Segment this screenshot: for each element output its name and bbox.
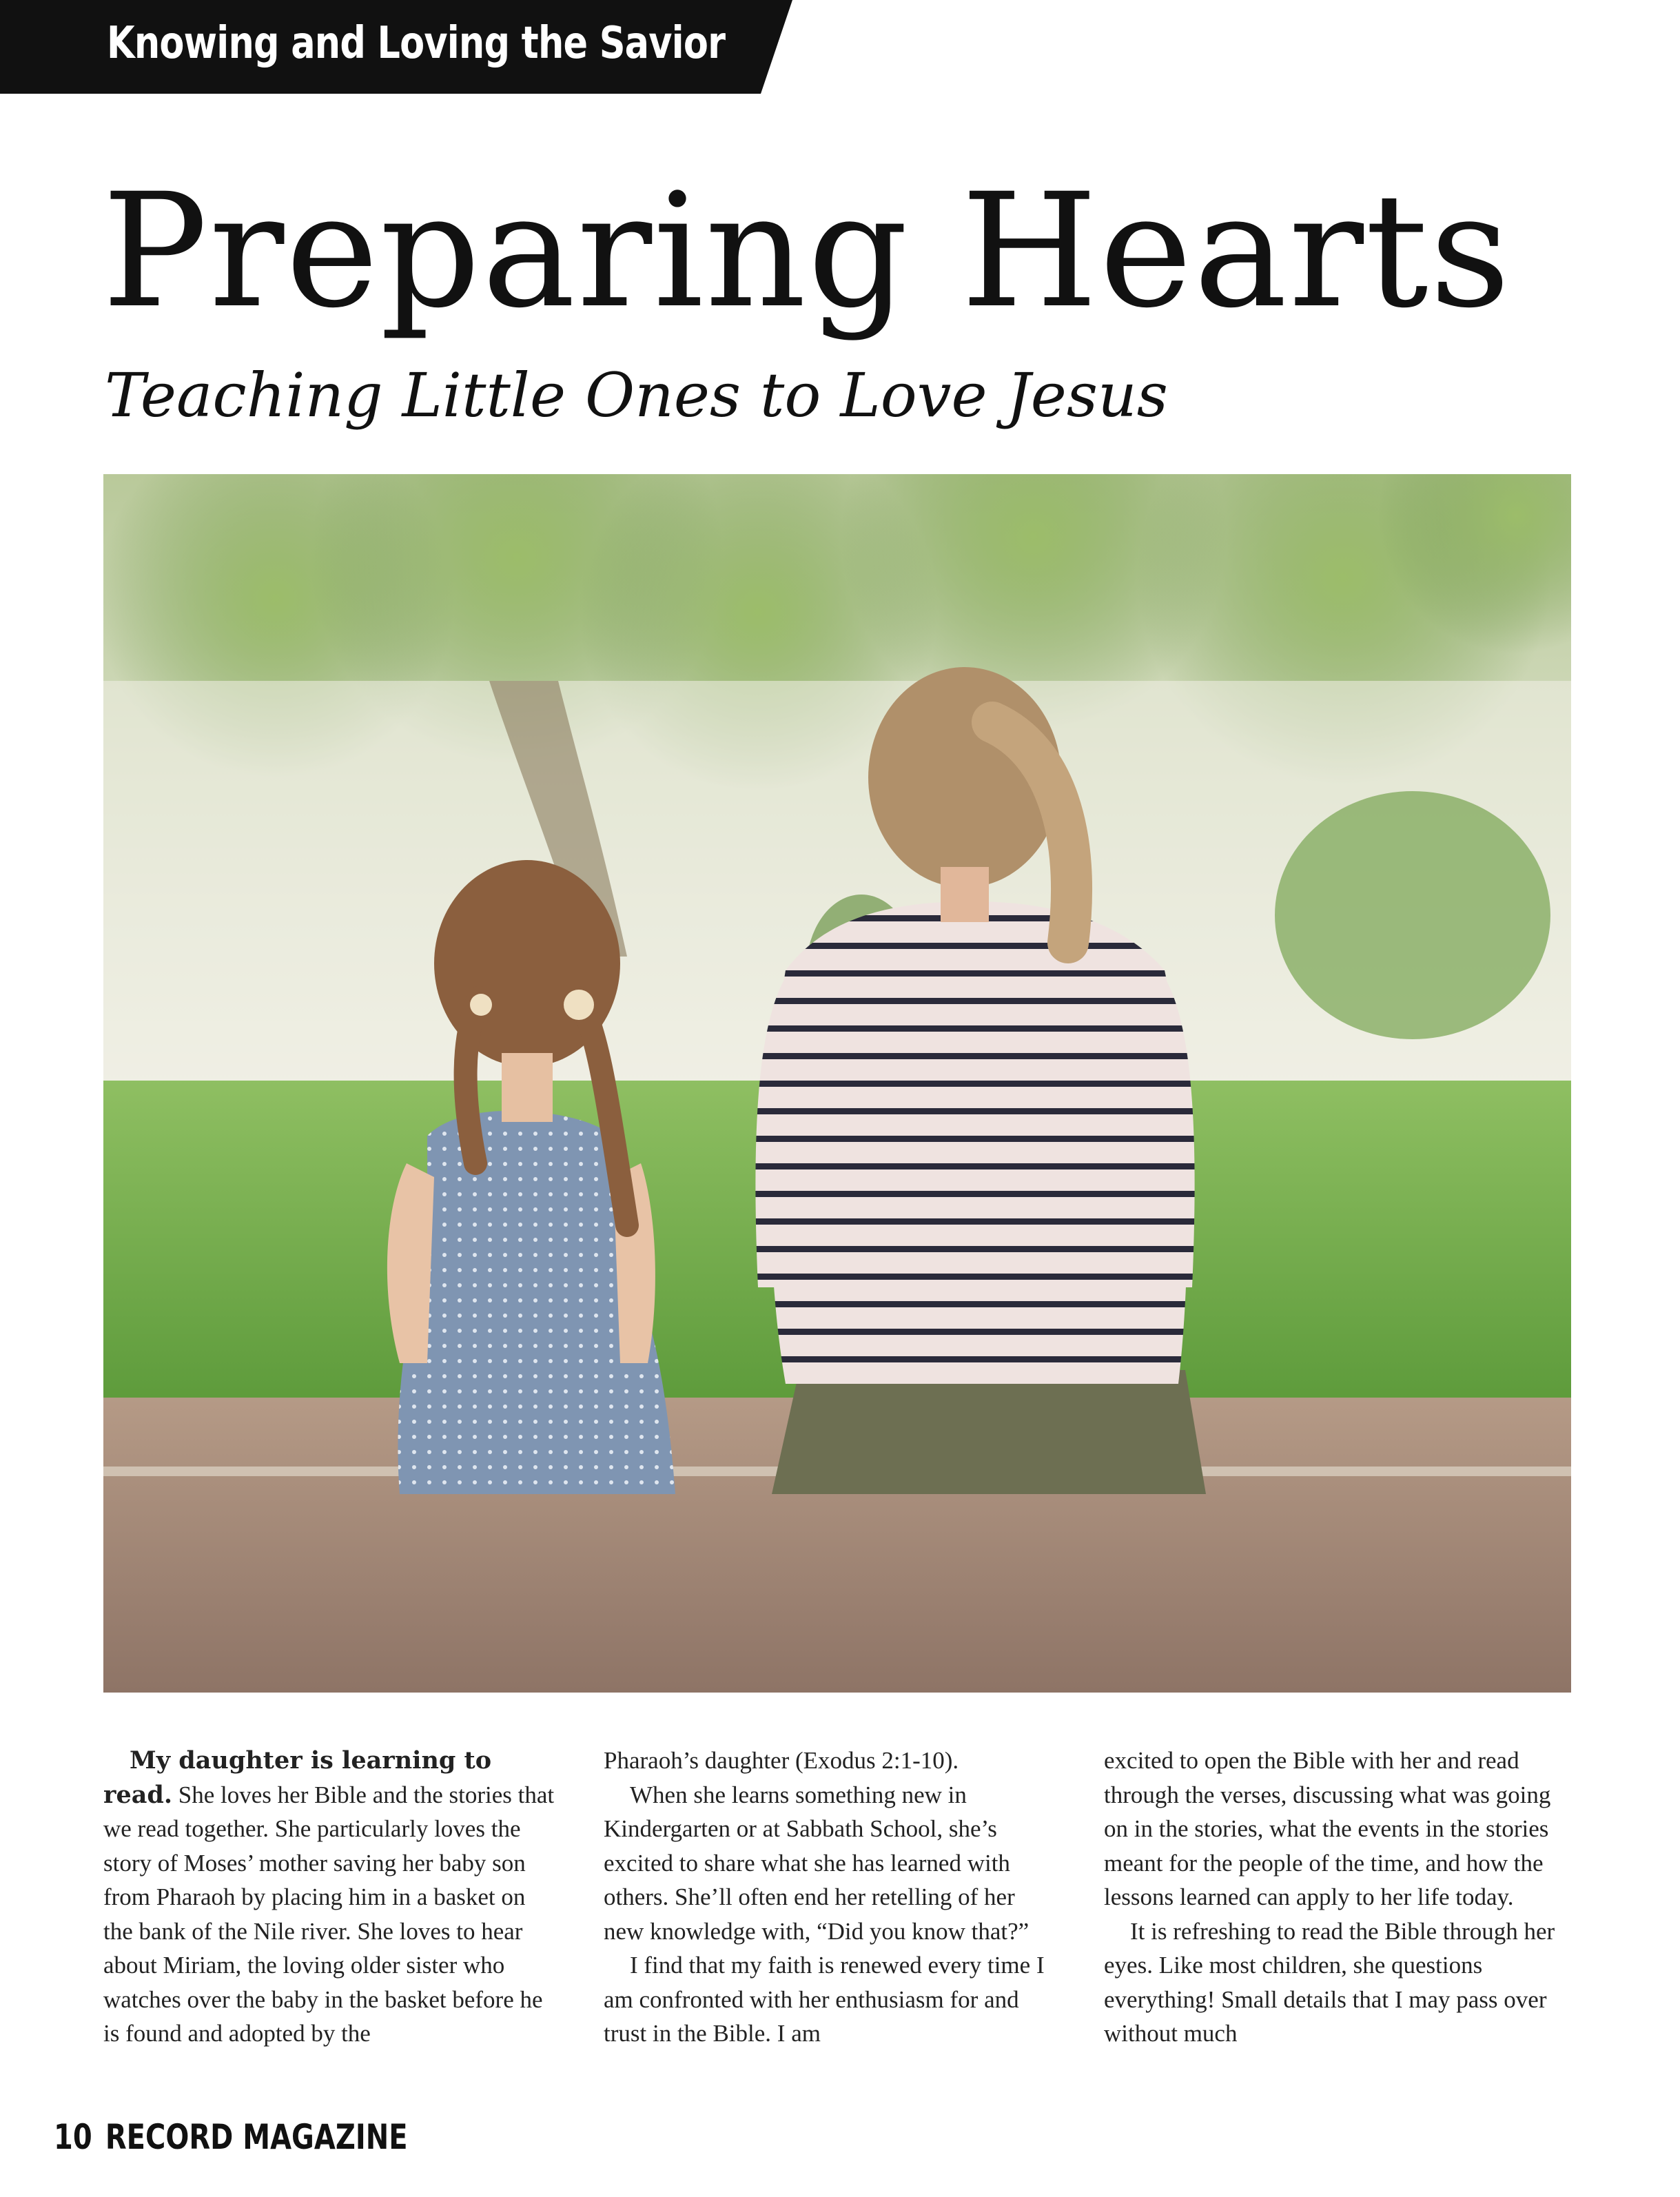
section-banner-label: Knowing and Loving the Savior: [107, 18, 726, 69]
paragraph-text: She loves her Bible and the stories that we read together. She particularly loves the story of Moses’ mother saving her baby son from Pharaoh by placing him in a basket on the bank of the Nile river. She loves to hear about Miriam, the loving older sister who watches over the baby in the basket before he is found and adopted by the: [103, 1781, 555, 2047]
hero-photo-illustration: [103, 474, 1571, 1693]
publication-name: RECORD MAGAZINE: [105, 2117, 408, 2157]
text-column-2: [604, 1744, 1058, 2051]
article-subtitle: Teaching Little Ones to Love Jesus: [105, 360, 1168, 431]
paragraph: It is refreshing to read the Bible through her eyes. Like most children, she questions everything! Small details that I may pass over without much: [1104, 1917, 1555, 2047]
paragraph: excited to open the Bible with her and read through the verses, discussing what was going on in the stories, what the events in the stories meant for the people of the time, and how the lessons learned can apply to her life today.: [1104, 1747, 1551, 1910]
paragraph: Pharaoh’s daughter (Exodus 2:1-10).: [604, 1747, 959, 1774]
page-footer: [54, 2117, 408, 2157]
text-column-3: [1104, 1744, 1559, 2051]
lead-in: My daughter is learning to read.: [103, 1746, 492, 1809]
paragraph: I find that my faith is renewed every time I am confronted with her enthusiasm for and trust in the Bible. I am: [604, 1952, 1045, 2047]
text-column-1: [103, 1744, 558, 2051]
paragraph: [103, 1744, 558, 2051]
page-number: 10: [54, 2117, 92, 2157]
hero-photo: [103, 474, 1571, 1693]
paragraph: When she learns something new in Kindergarten or at Sabbath School, she’s excited to share what she has learned with others. She’ll often end her retelling of her new knowledge with, “Did you know that?”: [604, 1781, 1029, 1945]
article-title: Preparing Hearts: [102, 159, 1512, 343]
